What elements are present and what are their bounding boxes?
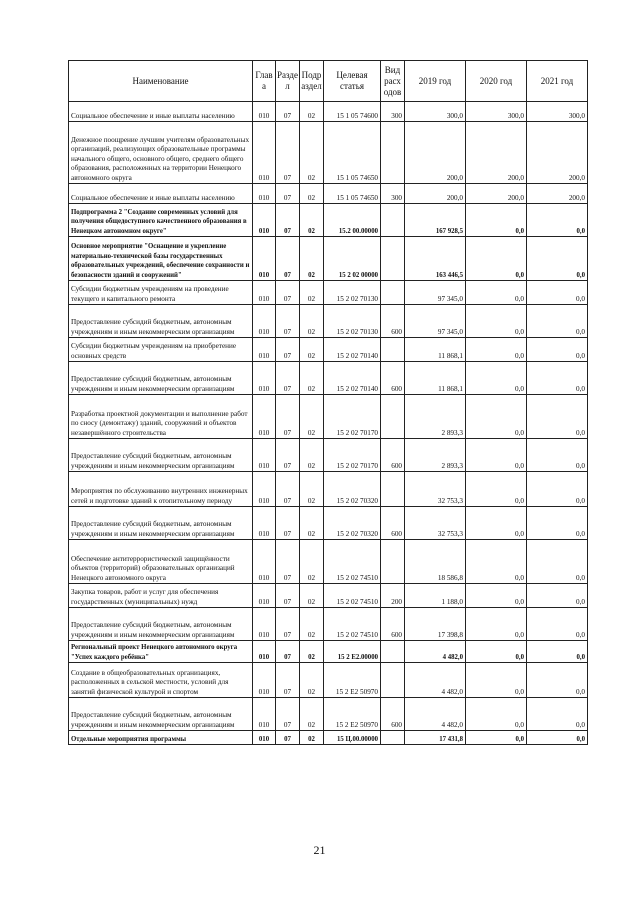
cell-vid: 200 (381, 584, 405, 608)
cell-2019: 11 868,1 (405, 338, 466, 362)
cell-target: 15 2 Е2 50970 (324, 663, 381, 698)
table-row (69, 395, 588, 439)
cell-podrazdel: 02 (300, 305, 324, 338)
cell-target: 15 2 02 74510 (324, 584, 381, 608)
cell-2020: 0,0 (466, 439, 527, 472)
page-number: 21 (313, 843, 326, 857)
cell-2020: 0,0 (466, 584, 527, 608)
cell-2019: 32 753,3 (405, 507, 466, 540)
cell-target: 15 2 02 70170 (324, 395, 381, 439)
cell-name: Предоставление субсидий бюджетным, автономным учреждениям и иным некоммерческим организациям (69, 305, 253, 338)
cell-target: 15 2 Е2 50970 (324, 698, 381, 731)
cell-razdel: 07 (276, 122, 300, 184)
cell-razdel: 07 (276, 439, 300, 472)
header-vid: Вид расх одов (381, 61, 405, 102)
header-2020: 2020 год (466, 61, 527, 102)
cell-2020: 200,0 (466, 184, 527, 204)
cell-razdel: 07 (276, 305, 300, 338)
cell-2020: 0,0 (466, 472, 527, 507)
cell-2021: 0,0 (527, 641, 588, 663)
cell-podrazdel: 02 (300, 731, 324, 745)
table-row (69, 439, 588, 472)
cell-vid (381, 641, 405, 663)
cell-vid (381, 540, 405, 584)
cell-razdel: 07 (276, 281, 300, 305)
cell-vid (381, 204, 405, 237)
cell-vid (381, 663, 405, 698)
cell-2019: 18 586,8 (405, 540, 466, 584)
cell-2019: 17 398,8 (405, 608, 466, 641)
cell-vid: 600 (381, 439, 405, 472)
cell-2020: 0,0 (466, 540, 527, 584)
table-row (69, 338, 588, 362)
header-razdel: Разде л (276, 61, 300, 102)
cell-2021: 0,0 (527, 281, 588, 305)
table-row (69, 641, 588, 663)
cell-2019: 300,0 (405, 102, 466, 122)
cell-2021: 300,0 (527, 102, 588, 122)
cell-glava: 010 (253, 731, 276, 745)
cell-name: Разработка проектной документации и выполнение работ по сносу (демонтажу) зданий, сооружений и объектов незавершённого строительства (69, 395, 253, 439)
cell-2021: 0,0 (527, 731, 588, 745)
cell-2021: 0,0 (527, 439, 588, 472)
cell-podrazdel: 02 (300, 641, 324, 663)
table-row (69, 204, 588, 237)
cell-target: 15 2 02 74510 (324, 608, 381, 641)
cell-razdel: 07 (276, 237, 300, 281)
cell-razdel: 07 (276, 608, 300, 641)
cell-2020: 0,0 (466, 731, 527, 745)
cell-vid: 300 (381, 184, 405, 204)
cell-2021: 0,0 (527, 362, 588, 395)
cell-2021: 0,0 (527, 540, 588, 584)
cell-name: Подпрограмма 2 "Создание современных условий для получения общедоступного качественного образования в Ненецком автономном округе" (69, 204, 253, 237)
cell-vid (381, 281, 405, 305)
cell-razdel: 07 (276, 472, 300, 507)
cell-2021: 0,0 (527, 507, 588, 540)
cell-target: 15 2 02 70170 (324, 439, 381, 472)
cell-name: Субсидии бюджетным учреждениям на проведение текущего и капитального ремонта (69, 281, 253, 305)
cell-name: Создание в общеобразовательных организациях, расположенных в сельской местности, условий для занятий физической культурой и спортом (69, 663, 253, 698)
cell-2020: 0,0 (466, 204, 527, 237)
table-row (69, 472, 588, 507)
cell-2020: 0,0 (466, 237, 527, 281)
cell-podrazdel: 02 (300, 507, 324, 540)
cell-glava: 010 (253, 122, 276, 184)
cell-glava: 010 (253, 540, 276, 584)
cell-2019: 200,0 (405, 122, 466, 184)
cell-2020: 0,0 (466, 641, 527, 663)
cell-name: Региональный проект Ненецкого автономного округа "Успех каждого ребёнка" (69, 641, 253, 663)
cell-target: 15 2 02 70130 (324, 281, 381, 305)
cell-2020: 300,0 (466, 102, 527, 122)
cell-name: Обеспечение антитеррористической защищённости объектов (территорий) образовательных организаций Ненецкого автономного округа (69, 540, 253, 584)
table-row (69, 584, 588, 608)
cell-2019: 4 482,0 (405, 698, 466, 731)
cell-podrazdel: 02 (300, 663, 324, 698)
cell-glava: 010 (253, 281, 276, 305)
cell-razdel: 07 (276, 102, 300, 122)
table-row (69, 507, 588, 540)
cell-2019: 163 446,5 (405, 237, 466, 281)
cell-2021: 0,0 (527, 698, 588, 731)
cell-target: 15 1 05 74600 (324, 102, 381, 122)
cell-2020: 0,0 (466, 698, 527, 731)
cell-target: 15 2 02 00000 (324, 237, 381, 281)
cell-2020: 0,0 (466, 362, 527, 395)
cell-podrazdel: 02 (300, 362, 324, 395)
header-podrazdel: Подр аздел (300, 61, 324, 102)
cell-2021: 0,0 (527, 663, 588, 698)
cell-2021: 0,0 (527, 204, 588, 237)
cell-glava: 010 (253, 584, 276, 608)
cell-target: 15 Ц.00.00000 (324, 731, 381, 745)
cell-razdel: 07 (276, 184, 300, 204)
cell-podrazdel: 02 (300, 472, 324, 507)
cell-podrazdel: 02 (300, 281, 324, 305)
cell-name: Социальное обеспечение и иные выплаты населению (69, 184, 253, 204)
table-row (69, 122, 588, 184)
cell-2019: 4 482,0 (405, 641, 466, 663)
cell-glava: 010 (253, 237, 276, 281)
cell-2020: 0,0 (466, 338, 527, 362)
cell-podrazdel: 02 (300, 237, 324, 281)
cell-glava: 010 (253, 338, 276, 362)
cell-glava: 010 (253, 362, 276, 395)
cell-target: 15 1 05 74650 (324, 122, 381, 184)
cell-target: 15.2 00.00000 (324, 204, 381, 237)
cell-name: Отдельные мероприятия программы (69, 731, 253, 745)
table-body (69, 102, 588, 745)
cell-podrazdel: 02 (300, 584, 324, 608)
cell-target: 15 2 Е2.00000 (324, 641, 381, 663)
cell-2019: 200,0 (405, 184, 466, 204)
cell-podrazdel: 02 (300, 184, 324, 204)
cell-2021: 200,0 (527, 184, 588, 204)
cell-2019: 11 868,1 (405, 362, 466, 395)
cell-2020: 0,0 (466, 663, 527, 698)
cell-2021: 0,0 (527, 338, 588, 362)
cell-razdel: 07 (276, 584, 300, 608)
cell-vid: 300 (381, 102, 405, 122)
cell-podrazdel: 02 (300, 102, 324, 122)
cell-target: 15 2 02 74510 (324, 540, 381, 584)
cell-2020: 0,0 (466, 507, 527, 540)
cell-razdel: 07 (276, 641, 300, 663)
cell-vid: 600 (381, 305, 405, 338)
cell-name: Предоставление субсидий бюджетным, автономным учреждениям и иным некоммерческим организациям (69, 608, 253, 641)
table-row (69, 184, 588, 204)
cell-2019: 167 928,5 (405, 204, 466, 237)
header-2019: 2019 год (405, 61, 466, 102)
cell-name: Основное мероприятие "Оснащение и укрепление материально-технической базы государственных образовательных учреждений, обеспечение сохранности и безопасности зданий и сооружений" (69, 237, 253, 281)
cell-glava: 010 (253, 305, 276, 338)
cell-2021: 200,0 (527, 122, 588, 184)
cell-razdel: 07 (276, 540, 300, 584)
cell-podrazdel: 02 (300, 698, 324, 731)
cell-podrazdel: 02 (300, 204, 324, 237)
cell-2019: 97 345,0 (405, 305, 466, 338)
cell-razdel: 07 (276, 507, 300, 540)
table-row (69, 663, 588, 698)
budget-table (68, 60, 588, 745)
cell-podrazdel: 02 (300, 122, 324, 184)
header-glava: Глав а (253, 61, 276, 102)
cell-podrazdel: 02 (300, 540, 324, 584)
cell-razdel: 07 (276, 395, 300, 439)
cell-target: 15 2 02 70140 (324, 338, 381, 362)
cell-glava: 010 (253, 184, 276, 204)
header-target: Целевая статья (324, 61, 381, 102)
cell-vid: 600 (381, 608, 405, 641)
cell-name: Социальное обеспечение и иные выплаты населению (69, 102, 253, 122)
cell-podrazdel: 02 (300, 439, 324, 472)
cell-2019: 32 753,3 (405, 472, 466, 507)
cell-vid: 600 (381, 507, 405, 540)
cell-glava: 010 (253, 472, 276, 507)
cell-razdel: 07 (276, 362, 300, 395)
header-row (69, 61, 588, 102)
header-2021: 2021 год (527, 61, 588, 102)
cell-vid (381, 731, 405, 745)
cell-2019: 17 431,8 (405, 731, 466, 745)
cell-glava: 010 (253, 102, 276, 122)
cell-name: Мероприятия по обслуживанию внутренних инженерных сетей и подготовке зданий к отопительному периоду (69, 472, 253, 507)
cell-2019: 4 482,0 (405, 663, 466, 698)
cell-glava: 010 (253, 204, 276, 237)
cell-name: Субсидии бюджетным учреждениям на приобретение основных средств (69, 338, 253, 362)
cell-2020: 0,0 (466, 281, 527, 305)
cell-2021: 0,0 (527, 237, 588, 281)
cell-2021: 0,0 (527, 472, 588, 507)
cell-target: 15 2 02 70140 (324, 362, 381, 395)
table-row (69, 281, 588, 305)
cell-glava: 010 (253, 608, 276, 641)
cell-vid (381, 338, 405, 362)
cell-name: Предоставление субсидий бюджетным, автономным учреждениям и иным некоммерческим организациям (69, 507, 253, 540)
cell-target: 15 1 05 74650 (324, 184, 381, 204)
cell-name: Денежное поощрение лучшим учителям образовательных организаций, реализующих образовательные программы начального общего, основного общего, среднего общего образования, расположенных на территории Ненецкого автономного округа (69, 122, 253, 184)
cell-razdel: 07 (276, 338, 300, 362)
header-name: Наименование (69, 61, 253, 102)
cell-vid (381, 472, 405, 507)
cell-2021: 0,0 (527, 608, 588, 641)
table-row (69, 731, 588, 745)
cell-2020: 0,0 (466, 608, 527, 641)
cell-2019: 1 188,0 (405, 584, 466, 608)
cell-vid (381, 122, 405, 184)
cell-glava: 010 (253, 641, 276, 663)
cell-podrazdel: 02 (300, 395, 324, 439)
cell-target: 15 2 02 70130 (324, 305, 381, 338)
cell-name: Предоставление субсидий бюджетным, автономным учреждениям и иным некоммерческим организациям (69, 439, 253, 472)
table-row (69, 237, 588, 281)
cell-podrazdel: 02 (300, 608, 324, 641)
table-row (69, 102, 588, 122)
cell-2020: 200,0 (466, 122, 527, 184)
cell-razdel: 07 (276, 204, 300, 237)
cell-2021: 0,0 (527, 305, 588, 338)
cell-razdel: 07 (276, 663, 300, 698)
cell-glava: 010 (253, 507, 276, 540)
cell-2021: 0,0 (527, 584, 588, 608)
cell-vid: 600 (381, 362, 405, 395)
cell-vid (381, 237, 405, 281)
cell-glava: 010 (253, 698, 276, 731)
cell-glava: 010 (253, 663, 276, 698)
cell-2019: 2 893,3 (405, 395, 466, 439)
table-row (69, 305, 588, 338)
cell-glava: 010 (253, 395, 276, 439)
cell-razdel: 07 (276, 698, 300, 731)
cell-2020: 0,0 (466, 305, 527, 338)
cell-2021: 0,0 (527, 395, 588, 439)
table-row (69, 540, 588, 584)
cell-razdel: 07 (276, 731, 300, 745)
cell-target: 15 2 02 70320 (324, 472, 381, 507)
cell-name: Предоставление субсидий бюджетным, автономным учреждениям и иным некоммерческим организациям (69, 362, 253, 395)
table-row (69, 362, 588, 395)
cell-podrazdel: 02 (300, 338, 324, 362)
cell-vid (381, 395, 405, 439)
table-row (69, 698, 588, 731)
cell-vid: 600 (381, 698, 405, 731)
cell-2020: 0,0 (466, 395, 527, 439)
cell-glava: 010 (253, 439, 276, 472)
table-row (69, 608, 588, 641)
cell-name: Закупка товаров, работ и услуг для обеспечения государственных (муниципальных) нужд (69, 584, 253, 608)
cell-target: 15 2 02 70320 (324, 507, 381, 540)
cell-2019: 2 893,3 (405, 439, 466, 472)
cell-name: Предоставление субсидий бюджетным, автономным учреждениям и иным некоммерческим организациям (69, 698, 253, 731)
cell-2019: 97 345,0 (405, 281, 466, 305)
